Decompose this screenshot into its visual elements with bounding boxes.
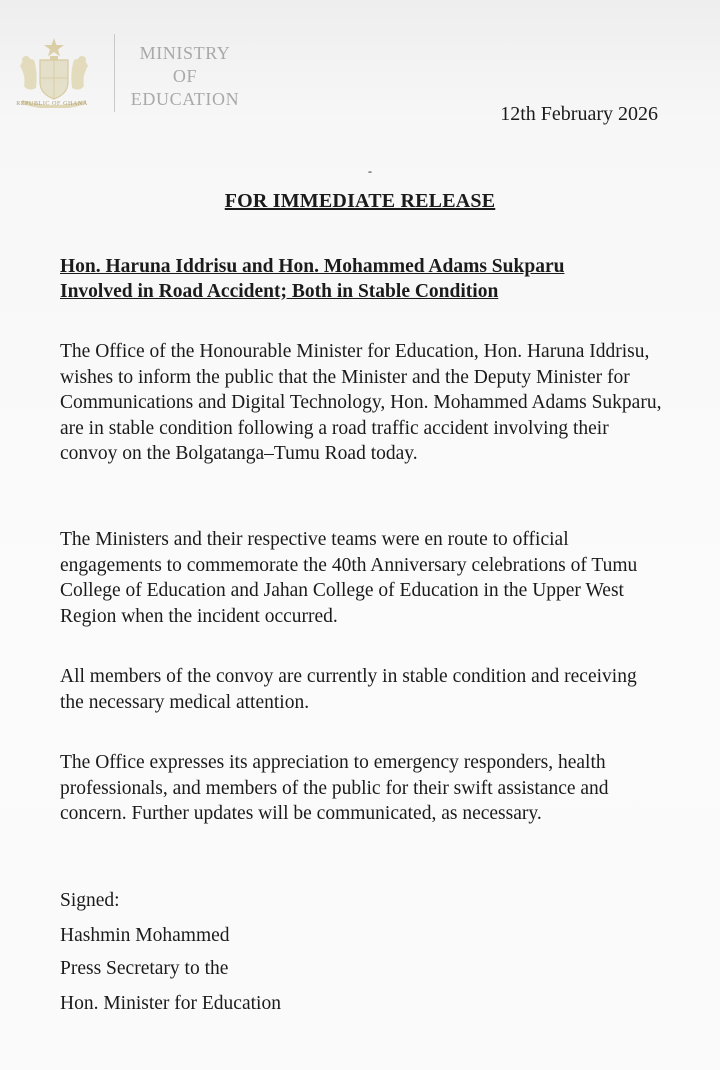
- body-paragraph-1: The Office of the Honourable Minister for Education, Hon. Haruna Iddrisu, wishes to inform the public that the Minister and the Deputy Minister for Communications and Digital Technology, Hon. Mohammed Adams Sukparu, are in stable condition following a road traffic accident involving their convoy on the Bolgatanga–Tumu Road today.: [60, 341, 662, 464]
- headline: [60, 254, 660, 304]
- body-paragraph-2: The Ministers and their respective teams were en route to official engagements to commemorate the 40th Anniversary celebrations of Tumu College of Education and Jahan College of Education in the Upper West Region when the incident occurred.: [60, 529, 638, 627]
- ministry-line-2: OF: [172, 66, 198, 86]
- signature-label: Signed:: [60, 890, 120, 911]
- body-paragraph-4: The Office expresses its appreciation to emergency responders, health professionals, and members of the public for their swift assistance and concern. Further updates will be communicated, as necessary.: [60, 752, 609, 824]
- signatory-title-line-1: Press Secretary to the: [60, 958, 229, 979]
- headline-line-1: Hon. Haruna Iddrisu and Hon. Mohammed Adams Sukparu: [60, 256, 565, 277]
- body-paragraph-3: All members of the convoy are currently in stable condition and receiving the necessary medical attention.: [60, 666, 637, 713]
- signatory-title-line-2: Hon. Minister for Education: [60, 993, 281, 1014]
- ghana-coat-of-arms-icon: [12, 36, 96, 108]
- ministry-line-1: MINISTRY: [139, 43, 231, 63]
- republic-of-ghana-caption: REPUBLIC OF GHANA: [16, 101, 88, 107]
- dash-mark: -: [368, 164, 372, 178]
- signatory-name: Hashmin Mohammed: [60, 925, 230, 946]
- letterhead-divider: [114, 34, 115, 112]
- release-date: 12th February 2026: [500, 103, 658, 125]
- release-heading: FOR IMMEDIATE RELEASE: [224, 190, 496, 212]
- ministry-line-3: EDUCATION: [130, 89, 240, 109]
- ministry-of-education-wordmark: [120, 42, 250, 111]
- headline-line-2: Involved in Road Accident; Both in Stable Condition: [60, 281, 499, 302]
